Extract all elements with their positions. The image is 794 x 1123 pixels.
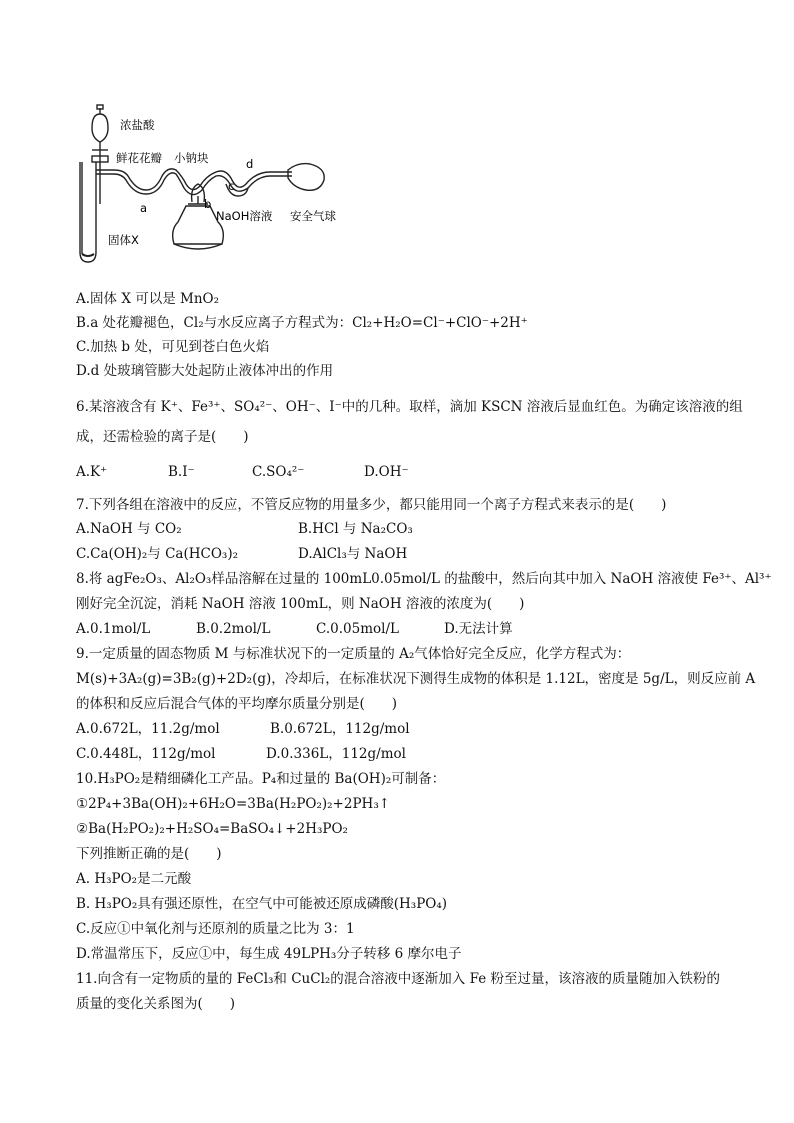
q5-option-d: D.d 处玻璃管膨大处起防止液体冲出的作用 — [76, 363, 334, 379]
q9-option-c: C.0.448L，112g/mol — [76, 746, 216, 762]
q6-option-b: B.I⁻ — [168, 464, 195, 480]
q8-option-b: B.0.2mol/L — [196, 621, 271, 637]
q10-option-b: B. H₃PO₂具有强还原性，在空气中可能被还原成磷酸(H₃PO₄) — [76, 896, 448, 912]
q7-option-d: D.AlCl₃与 NaOH — [298, 546, 408, 562]
label-d: d — [246, 157, 254, 171]
q10-equation-1: ①2P₄+3Ba(OH)₂+6H₂O=3Ba(H₂PO₂)₂+2PH₃↑ — [76, 796, 391, 812]
q8-stem-line1: 8.将 agFe₂O₃、Al₂O₃样品溶解在过量的 100mL0.05mol/L 的盐酸中，然后向其中加入 NaOH 溶液使 Fe³⁺、Al³⁺ — [76, 571, 772, 587]
label-c: c — [228, 179, 235, 193]
q7-option-a: A.NaOH 与 CO₂ — [76, 521, 182, 537]
q8-stem-line2: 刚好完全沉淀，消耗 NaOH 溶液 100mL，则 NaOH 溶液的浓度为( ) — [76, 596, 525, 612]
q7-option-c: C.Ca(OH)₂与 Ca(HCO₃)₂ — [76, 546, 238, 562]
q7-stem: 7.下列各组在溶液中的反应，不管反应物的用量多少，都只能用同一个离子方程式来表示的是( ) — [76, 497, 667, 513]
q5-option-c: C.加热 b 处，可见到苍白色火焰 — [76, 339, 270, 355]
q10-stem-line1: 10.H₃PO₂是精细磷化工产品。P₄和过量的 Ba(OH)₂可制备： — [76, 771, 446, 787]
q6-stem-line2: 成，还需检验的离子是( ) — [76, 429, 249, 445]
label-naoh: NaOH溶液 — [216, 209, 273, 223]
q11-stem-line2: 质量的变化关系图为( ) — [76, 996, 236, 1012]
q9-option-d: D.0.336L，112g/mol — [266, 746, 406, 762]
q9-option-a: A.0.672L，11.2g/mol — [76, 721, 220, 737]
q7-option-b: B.HCl 与 Na₂CO₃ — [298, 521, 413, 537]
q8-option-a: A.0.1mol/L — [76, 621, 151, 637]
label-b: b — [204, 197, 212, 211]
label-balloon: 安全气球 — [290, 209, 336, 223]
q10-option-d: D.常温常压下，反应①中，每生成 49LPH₃分子转移 6 摩尔电子 — [76, 946, 462, 962]
q10-stem-line2: 下列推断正确的是( ) — [76, 846, 222, 862]
apparatus-figure — [70, 104, 336, 278]
q6-stem-line1: 6.某溶液含有 K⁺、Fe³⁺、SO₄²⁻、OH⁻、I⁻中的几种。取样，滴加 KSCN 溶液后显血红色。为确定该溶液的组 — [76, 399, 743, 415]
q9-option-b: B.0.672L，112g/mol — [270, 721, 410, 737]
q10-option-c: C.反应①中氧化剂与还原剂的质量之比为 3：1 — [76, 921, 355, 937]
q9-stem-line2: M(s)+3A₂(g)=3B₂(g)+2D₂(g)，冷却后，在标准状况下测得生成物的体积是 1.12L，密度是 5g/L，则反应前 A — [76, 671, 756, 687]
q9-stem-line3: 的体积和反应后混合气体的平均摩尔质量分别是( ) — [76, 696, 398, 712]
q8-option-c: C.0.05mol/L — [316, 621, 399, 637]
q5-option-a: A.固体 X 可以是 MnO₂ — [76, 291, 220, 307]
label-conc-hcl: 浓盐酸 — [120, 118, 155, 132]
label-petal: 鲜花花瓣 — [116, 151, 162, 165]
label-solid-x: 固体X — [108, 233, 139, 247]
q11-stem-line1: 11.向含有一定物质的量的 FeCl₃和 CuCl₂的混合溶液中逐渐加入 Fe 粉至过量，该溶液的质量随加入铁粉的 — [76, 971, 721, 987]
q6-option-c: C.SO₄²⁻ — [252, 464, 305, 480]
q9-stem-line1: 9.一定质量的固态物质 M 与标准状况下的一定质量的 A₂气体恰好完全反应，化学方程式为： — [76, 646, 631, 662]
q5-option-b: B.a 处花瓣褪色，Cl₂与水反应离子方程式为：Cl₂+H₂O=Cl⁻+ClO⁻+2H⁺ — [76, 315, 528, 331]
label-sodium: 小钠块 — [174, 151, 209, 165]
q8-option-d: D.无法计算 — [444, 621, 513, 637]
q10-equation-2: ②Ba(H₂PO₂)₂+H₂SO₄=BaSO₄↓+2H₃PO₂ — [76, 821, 348, 837]
apparatus-drawing — [70, 104, 336, 274]
q6-option-d: D.OH⁻ — [364, 464, 409, 480]
q10-option-a: A. H₃PO₂是二元酸 — [76, 871, 192, 887]
label-a: a — [140, 201, 148, 215]
q6-option-a: A.K⁺ — [76, 464, 108, 480]
